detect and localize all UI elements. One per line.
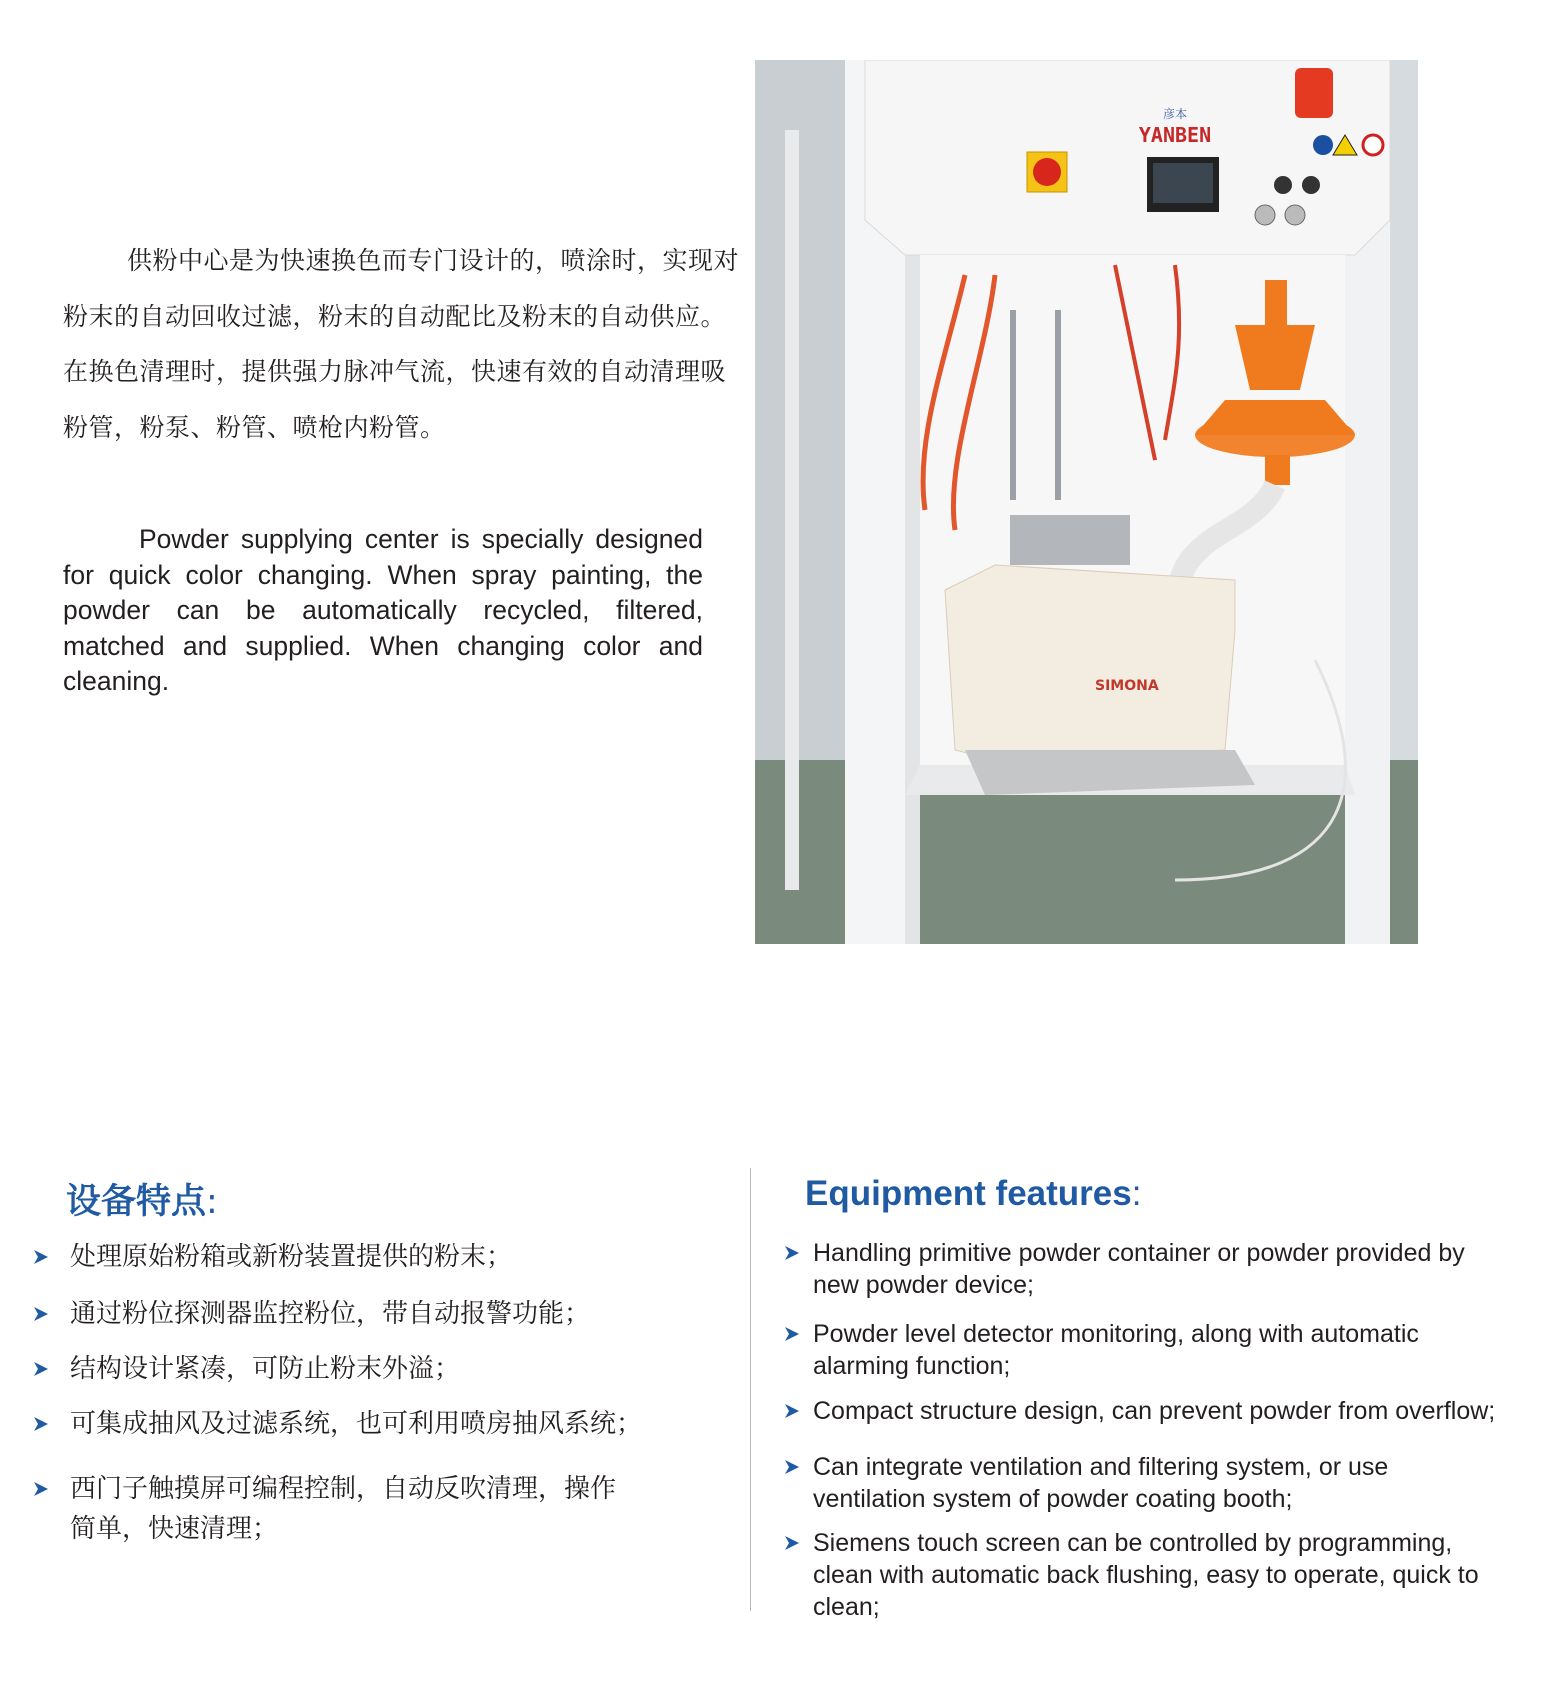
- feature-en-text: Can integrate ventilation and filtering system, or use ventilation system of powder coating booth;: [813, 1453, 1389, 1513]
- features-title-english: [805, 1174, 1141, 1214]
- rotary-switch-icon: [1033, 158, 1061, 186]
- arrow-right-icon: [783, 1534, 801, 1552]
- intro-chinese-text: 供粉中心是为快速换色而专门设计的，喷涂时，实现对粉末的自动回收过滤，粉末的自动配比及粉末的自动供应。在换色清理时，提供强力脉冲气流，快速有效的自动清理吸粉管，粉泵、粉管、喷枪内粉管。: [63, 246, 740, 442]
- list-item: [783, 1395, 1543, 1427]
- intro-chinese-paragraph: [63, 233, 743, 455]
- brand-logo: YANBEN: [1138, 123, 1212, 147]
- list-item: [783, 1527, 1503, 1623]
- list-item: [783, 1318, 1423, 1382]
- features-title-en-text: Equipment features: [805, 1174, 1132, 1213]
- feature-en-text: Compact structure design, can prevent powder from overflow;: [813, 1397, 1496, 1425]
- list-item: [783, 1451, 1493, 1515]
- arrow-right-icon: [32, 1415, 50, 1433]
- list-item: [32, 1469, 632, 1549]
- feature-cn-text: 西门子触摸屏可编程控制，自动反吹清理，操作简单，快速清理；: [70, 1474, 617, 1544]
- list-item: [32, 1294, 682, 1334]
- feature-cn-text: 结构设计紧凑，可防止粉末外溢；: [70, 1354, 461, 1384]
- features-title-cn-text: 设备特点: [66, 1182, 207, 1222]
- column-divider: [750, 1168, 751, 1611]
- features-title-en-colon: :: [1131, 1174, 1142, 1213]
- arrow-right-icon: [32, 1248, 50, 1266]
- equipment-photo: [755, 60, 1418, 944]
- feature-cn-text: 可集成抽风及过滤系统，也可利用喷房抽风系统；: [70, 1409, 643, 1439]
- arrow-right-icon: [32, 1305, 50, 1323]
- list-item: [32, 1237, 682, 1277]
- features-title-chinese: [66, 1174, 218, 1224]
- arrow-right-icon: [783, 1402, 801, 1420]
- feature-en-text: Powder level detector monitoring, along with automatic alarming function;: [813, 1320, 1419, 1380]
- intro-english-paragraph: [63, 522, 703, 700]
- features-title-cn-colon: :: [206, 1182, 218, 1222]
- arrow-right-icon: [32, 1480, 50, 1498]
- brand-cn: 彦本: [1162, 107, 1188, 121]
- feature-cn-text: 处理原始粉箱或新粉装置提供的粉末；: [70, 1242, 513, 1272]
- container-label: SIMONA: [1095, 678, 1159, 694]
- feature-cn-text: 通过粉位探测器监控粉位，带自动报警功能；: [70, 1299, 591, 1329]
- intro-english-text: Powder supplying center is specially designed for quick color changing. When spray painting, the powder can be automatically recycled, filtered, matched and supplied. When changing color and cleaning.: [63, 524, 703, 696]
- arrow-right-icon: [783, 1244, 801, 1262]
- feature-en-text: Siemens touch screen can be controlled by programming, clean with automatic back flushing, easy to operate, quick to clean;: [813, 1529, 1479, 1621]
- list-item: [32, 1349, 682, 1389]
- list-item: [783, 1237, 1503, 1301]
- powder-center-illustration: [755, 60, 1418, 944]
- feature-en-text: Handling primitive powder container or powder provided by new powder device;: [813, 1239, 1465, 1299]
- arrow-right-icon: [32, 1360, 50, 1378]
- list-item: [32, 1404, 682, 1444]
- arrow-right-icon: [783, 1458, 801, 1476]
- arrow-right-icon: [783, 1325, 801, 1343]
- warning-light-icon: [1295, 68, 1333, 118]
